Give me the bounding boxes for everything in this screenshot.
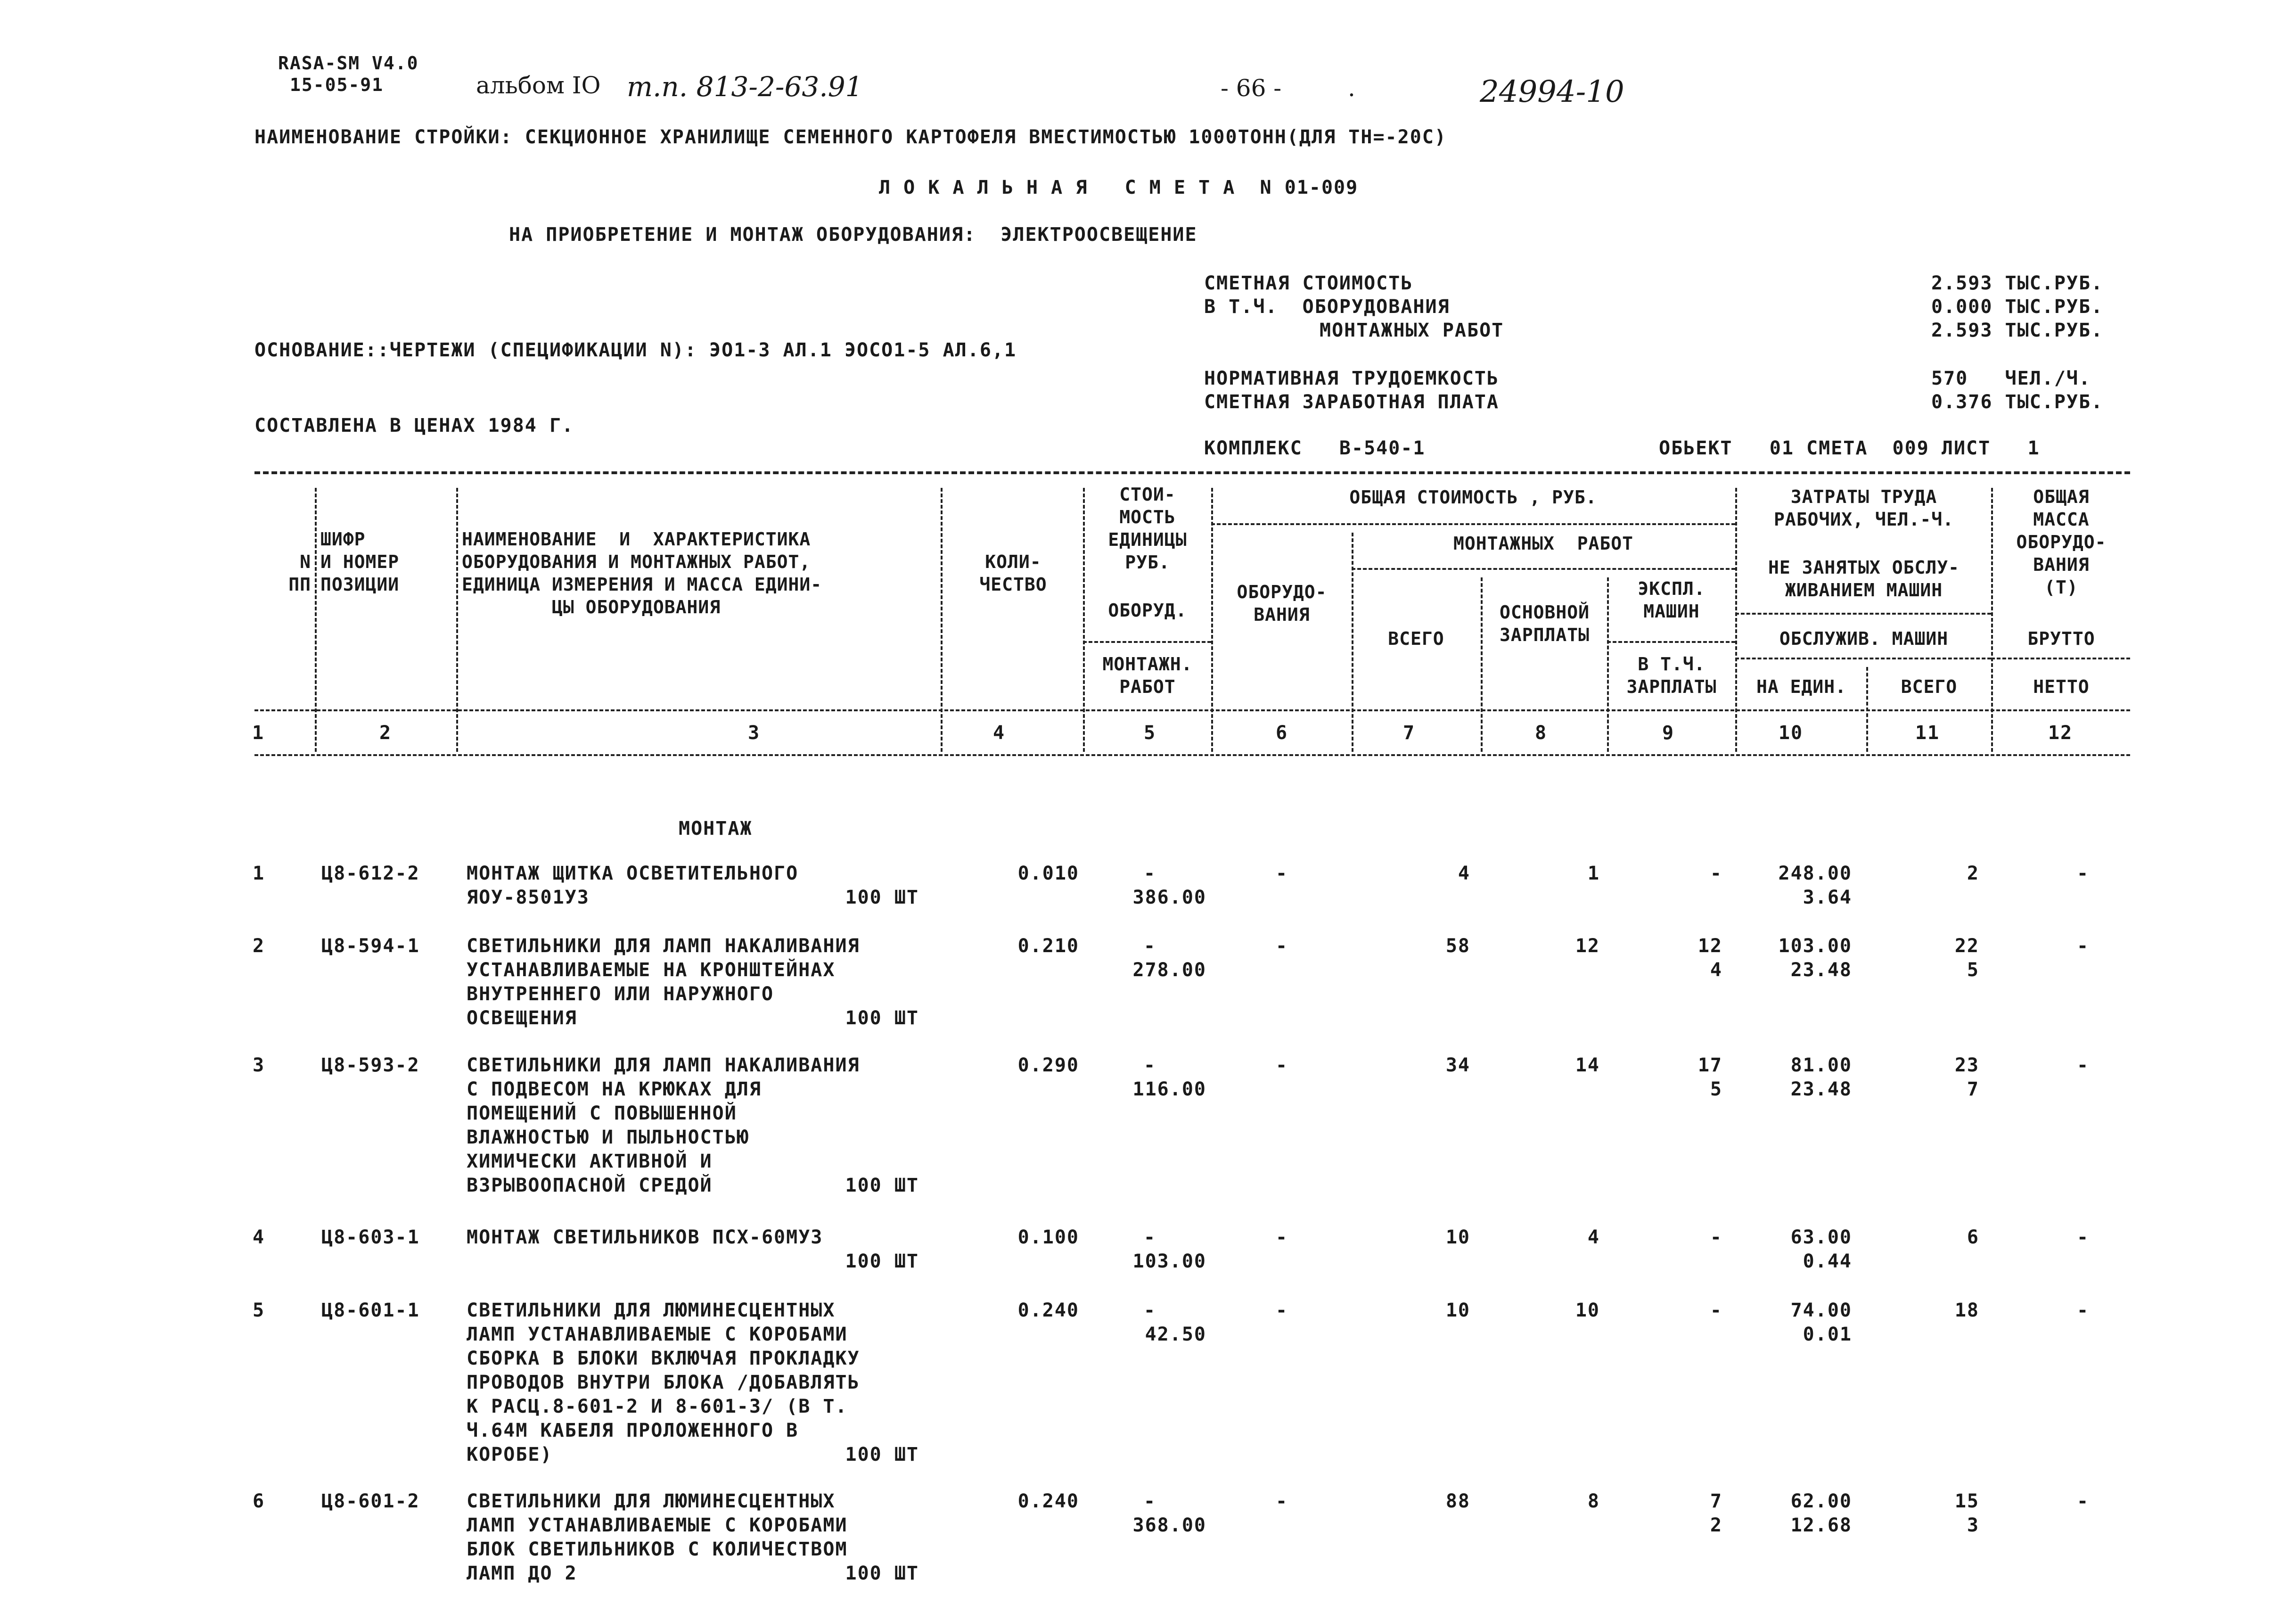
labor-label: НОРМАТИВНАЯ ТРУДОЕМКОСТЬ xyxy=(1204,368,1499,389)
item-unit: 100 ШТ xyxy=(845,887,919,908)
item-unit: 100 ШТ xyxy=(845,1563,919,1584)
labor-per-unit: 248.00 xyxy=(1778,863,1852,884)
item-description: СВЕТИЛЬНИКИ ДЛЯ ЛЮМИНЕСЦЕНТНЫХ ЛАМП УСТАНАВЛИВАЕМЫЕ С КОРОБАМИ СБОРКА В БЛОКИ ВКЛЮЧАЯ ПРОКЛАДКУ ПРОВОДОВ ВНУТРИ БЛОКА /ДОБАВЛЯТЬ К РАСЦ.8-601-2 И 8-601-3/ (В Т. Ч.64М КАБЕЛЯ ПРОЛОЖЕННОГО В КОРОБЕ) xyxy=(467,1300,860,1465)
col-labor-unit-header: НА ЕДИН. xyxy=(1756,676,1847,697)
position-code: Ц8-601-2 xyxy=(321,1490,420,1512)
labor-total-machines: 7 xyxy=(1967,1078,1979,1100)
quantity: 0.100 xyxy=(1017,1226,1079,1248)
labor-total-machines: 5 xyxy=(1967,959,1979,981)
mount-label: МОНТАЖНЫХ РАБОТ xyxy=(1320,320,1504,341)
labor-per-unit: 74.00 xyxy=(1790,1300,1852,1321)
basic-salary: 4 xyxy=(1587,1226,1600,1248)
row-number: 1 xyxy=(253,863,265,884)
header-rule xyxy=(1735,658,1991,659)
mounting-total: 34 xyxy=(1445,1054,1470,1076)
labor-total-machines: 3 xyxy=(1967,1514,1979,1536)
unit-price-equipment: - xyxy=(1143,863,1156,884)
mounting-total: 58 xyxy=(1445,935,1470,957)
labor-per-unit-machines: 23.48 xyxy=(1790,1078,1852,1100)
header-rule xyxy=(1735,613,1991,615)
column-number: 6 xyxy=(1275,722,1288,744)
col-sep xyxy=(1211,488,1213,752)
column-number: 8 xyxy=(1534,722,1548,744)
table-top-rule xyxy=(254,471,2130,474)
labor-total: 23 xyxy=(1954,1054,1979,1076)
typical-project: т.п. 813-2-63.91 xyxy=(627,71,863,103)
program-version: RASA-SM V4.0 xyxy=(278,53,419,74)
machine-cost: 12 xyxy=(1697,935,1722,957)
cost-label: СМЕТНАЯ СТОИМОСТЬ xyxy=(1204,272,1413,294)
quantity: 0.240 xyxy=(1017,1490,1079,1512)
print-date: 15-05-91 xyxy=(290,74,384,95)
estimate-purpose: НА ПРИОБРЕТЕНИЕ И МОНТАЖ ОБОРУДОВАНИЯ: ЭЛЕКТРООСВЕЩЕНИЕ xyxy=(509,224,1197,246)
item-description: МОНТАЖ СВЕТИЛЬНИКОВ ПСХ-60МУ3 xyxy=(467,1226,823,1248)
col-machines-salary-header: В Т.Ч. ЗАРПЛАТЫ xyxy=(1626,654,1717,697)
machine-cost: - xyxy=(1710,1300,1722,1321)
machine-salary: 5 xyxy=(1710,1078,1722,1100)
quantity: 0.010 xyxy=(1017,863,1079,884)
prices-year: СОСТАВЛЕНА В ЦЕНАХ 1984 Г. xyxy=(254,415,574,436)
column-number: 9 xyxy=(1662,722,1675,744)
unit-price-mounting: 42.50 xyxy=(1145,1324,1206,1345)
col-labor-total-header: ВСЕГО xyxy=(1901,676,1958,697)
col-salary-header: ОСНОВНОЙ ЗАРПЛАТЫ xyxy=(1499,602,1590,645)
unit-price-mounting: 103.00 xyxy=(1132,1251,1206,1272)
equipment-mass: - xyxy=(2076,863,2090,884)
equipment-cost: - xyxy=(1275,935,1288,957)
column-number: 1 xyxy=(252,722,265,744)
equipment-cost: - xyxy=(1275,1226,1288,1248)
unit-price-equipment: - xyxy=(1143,1226,1156,1248)
page-dot: . xyxy=(1348,74,1355,102)
header-rule xyxy=(1352,568,1735,570)
unit-price-mounting: 386.00 xyxy=(1132,887,1206,908)
salary-value: 0.376 ТЫС.РУБ. xyxy=(1931,391,2104,413)
position-code: Ц8-601-1 xyxy=(321,1300,420,1321)
labor-per-unit: 81.00 xyxy=(1790,1054,1852,1076)
equipment-cost: - xyxy=(1275,1490,1288,1512)
row-number: 6 xyxy=(253,1490,265,1512)
quantity: 0.240 xyxy=(1017,1300,1079,1321)
row-number: 3 xyxy=(253,1054,265,1076)
basic-salary: 1 xyxy=(1587,863,1600,884)
unit-price-equipment: - xyxy=(1143,1490,1156,1512)
machine-cost: - xyxy=(1710,1226,1722,1248)
col-num-header: N ПП xyxy=(288,551,311,595)
basic-salary: 10 xyxy=(1575,1300,1600,1321)
labor-per-unit-machines: 0.44 xyxy=(1803,1251,1852,1272)
mount-value: 2.593 ТЫС.РУБ. xyxy=(1931,320,2104,341)
col-price-mount-header: МОНТАЖН. РАБОТ xyxy=(1102,654,1193,697)
item-unit: 100 ШТ xyxy=(845,1251,919,1272)
labor-per-unit-machines: 23.48 xyxy=(1790,959,1852,981)
col-price-equip-header: ОБОРУД. xyxy=(1108,600,1187,621)
row-number: 2 xyxy=(253,935,265,957)
labor-total: 6 xyxy=(1967,1226,1979,1248)
labor-sub-header: НЕ ЗАНЯТЫХ ОБСЛУ- ЖИВАНИЕМ МАШИН xyxy=(1768,557,1960,601)
column-number: 3 xyxy=(747,722,761,744)
total-cost-group-header: ОБЩАЯ СТОИМОСТЬ , РУБ. xyxy=(1349,487,1597,508)
col-total-header: ВСЕГО xyxy=(1388,628,1444,649)
item-unit: 100 ШТ xyxy=(845,1007,919,1029)
row-number: 4 xyxy=(253,1226,265,1248)
column-number: 11 xyxy=(1915,722,1940,744)
position-code: Ц8-612-2 xyxy=(321,863,420,884)
unit-price-mounting: 368.00 xyxy=(1132,1514,1206,1536)
album-label: альбом IO xyxy=(476,72,601,99)
equip-label: В Т.Ч. ОБОРУДОВАНИЯ xyxy=(1204,296,1450,318)
labor-group-header: ЗАТРАТЫ ТРУДА РАБОЧИХ, ЧЕЛ.-Ч. xyxy=(1773,486,1954,530)
mounting-total: 4 xyxy=(1458,863,1470,884)
labor-total: 15 xyxy=(1954,1490,1979,1512)
equip-value: 0.000 ТЫС.РУБ. xyxy=(1931,296,2104,318)
col-code-header: ШИФР И НОМЕР ПОЗИЦИИ xyxy=(320,529,400,595)
col-sep xyxy=(941,488,943,752)
basic-salary: 14 xyxy=(1575,1054,1600,1076)
item-description: СВЕТИЛЬНИКИ ДЛЯ ЛЮМИНЕСЦЕНТНЫХ ЛАМП УСТАНАВЛИВАЕМЫЕ С КОРОБАМИ БЛОК СВЕТИЛЬНИКОВ С КОЛИЧЕСТВОМ ЛАМП ДО 2 xyxy=(467,1490,848,1584)
page-number: - 66 - xyxy=(1221,74,1282,102)
mounting-total: 10 xyxy=(1445,1226,1470,1248)
col-equip-header: ОБОРУДО- ВАНИЯ xyxy=(1237,582,1327,625)
cost-value: 2.593 ТЫС.РУБ. xyxy=(1931,272,2104,294)
labor-per-unit-machines: 3.64 xyxy=(1803,887,1852,908)
labor-total: 22 xyxy=(1954,935,1979,957)
item-description: СВЕТИЛЬНИКИ ДЛЯ ЛАМП НАКАЛИВАНИЯ УСТАНАВЛИВАЕМЫЕ НА КРОНШТЕЙНАХ ВНУТРЕННЕГО ИЛИ НАРУЖНОГО ОСВЕЩЕНИЯ xyxy=(467,935,860,1029)
column-number: 10 xyxy=(1778,722,1804,744)
basic-salary: 8 xyxy=(1587,1490,1600,1512)
machine-cost: 7 xyxy=(1710,1490,1722,1512)
column-number: 7 xyxy=(1402,722,1416,744)
equipment-mass: - xyxy=(2076,1300,2090,1321)
equipment-mass: - xyxy=(2076,1490,2090,1512)
item-unit: 100 ШТ xyxy=(845,1175,919,1196)
mounting-total: 88 xyxy=(1445,1490,1470,1512)
quantity: 0.290 xyxy=(1017,1054,1079,1076)
position-code: Ц8-593-2 xyxy=(321,1054,420,1076)
column-number: 4 xyxy=(992,722,1006,744)
col-sep xyxy=(315,488,317,752)
quantity: 0.210 xyxy=(1017,935,1079,957)
item-description: СВЕТИЛЬНИКИ ДЛЯ ЛАМП НАКАЛИВАНИЯ С ПОДВЕСОМ НА КРЮКАХ ДЛЯ ПОМЕЩЕНИЙ С ПОВЫШЕННОЙ ВЛАЖНОСТЬЮ И ПЫЛЬНОСТЬЮ ХИМИЧЕСКИ АКТИВНОЙ И ВЗРЫВООПАСНОЙ СРЕДОЙ xyxy=(467,1054,860,1196)
labor-value: 570 ЧЕЛ./Ч. xyxy=(1931,368,2091,389)
mount-group-header: МОНТАЖНЫХ РАБОТ xyxy=(1453,533,1634,554)
item-unit: 100 ШТ xyxy=(845,1444,919,1465)
complex-code: КОМПЛЕКС В-540-1 xyxy=(1204,437,1426,459)
machine-cost: 17 xyxy=(1697,1054,1722,1076)
unit-price-equipment: - xyxy=(1143,1054,1156,1076)
object-sheet: ОБЬЕКТ 01 СМЕТА 009 ЛИСТ 1 xyxy=(1659,437,2040,459)
header-rule xyxy=(1607,641,1735,643)
col-machines-header: ЭКСПЛ. МАШИН xyxy=(1638,578,1706,622)
machine-salary: 4 xyxy=(1710,959,1722,981)
labor-total: 2 xyxy=(1967,863,1979,884)
machine-cost: - xyxy=(1710,863,1722,884)
basis-text: ОСНОВАНИЕ::ЧЕРТЕЖИ (СПЕЦИФИКАЦИИ N): ЭО1-3 АЛ.1 ЭОСО1-5 АЛ.6,1 xyxy=(254,339,1017,361)
position-code: Ц8-603-1 xyxy=(321,1226,420,1248)
header-rule xyxy=(1991,658,2130,659)
col-qty-header: КОЛИ- ЧЕСТВО xyxy=(979,551,1047,595)
document-number: 24994-10 xyxy=(1480,74,1624,109)
col-sep xyxy=(456,488,458,752)
construction-title: НАИМЕНОВАНИЕ СТРОЙКИ: СЕКЦИОННОЕ ХРАНИЛИЩЕ СЕМЕННОГО КАРТОФЕЛЯ ВМЕСТИМОСТЬЮ 1000ТОНН(ДЛЯ ТН=-20С) xyxy=(254,126,1447,148)
equipment-mass: - xyxy=(2076,1226,2090,1248)
header-rule xyxy=(1083,641,1211,643)
labor-per-unit: 103.00 xyxy=(1778,935,1852,957)
equipment-cost: - xyxy=(1275,1054,1288,1076)
row-number: 5 xyxy=(253,1300,265,1321)
unit-price-equipment: - xyxy=(1143,935,1156,957)
labor-per-unit-machines: 0.01 xyxy=(1803,1324,1852,1345)
column-number: 5 xyxy=(1143,722,1156,744)
col-mass-net-header: НЕТТО xyxy=(2033,676,2090,697)
col-price-header: СТОИ- МОСТЬ ЕДИНИЦЫ РУБ. xyxy=(1108,484,1187,573)
unit-price-mounting: 278.00 xyxy=(1132,959,1206,981)
basic-salary: 12 xyxy=(1575,935,1600,957)
unit-price-equipment: - xyxy=(1143,1300,1156,1321)
mounting-total: 10 xyxy=(1445,1300,1470,1321)
item-description: МОНТАЖ ЩИТКА ОСВЕТИТЕЛЬНОГО ЯОУ-8501У3 xyxy=(467,863,799,908)
position-code: Ц8-594-1 xyxy=(321,935,420,957)
numbers-bottom-rule xyxy=(254,754,2130,756)
labor-sub2-header: ОБСЛУЖИВ. МАШИН xyxy=(1779,628,1949,649)
unit-price-mounting: 116.00 xyxy=(1132,1078,1206,1100)
col-name-header: НАИМЕНОВАНИЕ И ХАРАКТЕРИСТИКА ОБОРУДОВАНИЯ И МОНТАЖНЫХ РАБОТ, ЕДИНИЦА ИЗМЕРЕНИЯ И МАССА ЕДИНИ- ЦЫ ОБОРУДОВАНИЯ xyxy=(462,529,822,617)
header-bottom-rule xyxy=(254,709,2130,711)
equipment-mass: - xyxy=(2076,935,2090,957)
column-number: 12 xyxy=(2048,722,2073,744)
salary-label: СМЕТНАЯ ЗАРАБОТНАЯ ПЛАТА xyxy=(1204,391,1499,413)
labor-total: 18 xyxy=(1954,1300,1979,1321)
equipment-mass: - xyxy=(2076,1054,2090,1076)
header-rule xyxy=(1211,523,1735,525)
col-mass-gross-header: БРУТТО xyxy=(2027,628,2095,649)
estimate-title: Л О К А Л Ь Н А Я С М Е Т А N 01-009 xyxy=(879,177,1359,198)
labor-per-unit: 62.00 xyxy=(1790,1490,1852,1512)
machine-salary: 2 xyxy=(1710,1514,1722,1536)
labor-per-unit: 63.00 xyxy=(1790,1226,1852,1248)
equipment-cost: - xyxy=(1275,1300,1288,1321)
section-title: МОНТАЖ xyxy=(679,818,753,839)
col-mass-header: ОБЩАЯ МАССА ОБОРУДО- ВАНИЯ (Т) xyxy=(2016,486,2107,598)
labor-per-unit-machines: 12.68 xyxy=(1790,1514,1852,1536)
column-number: 2 xyxy=(379,722,392,744)
equipment-cost: - xyxy=(1275,863,1288,884)
